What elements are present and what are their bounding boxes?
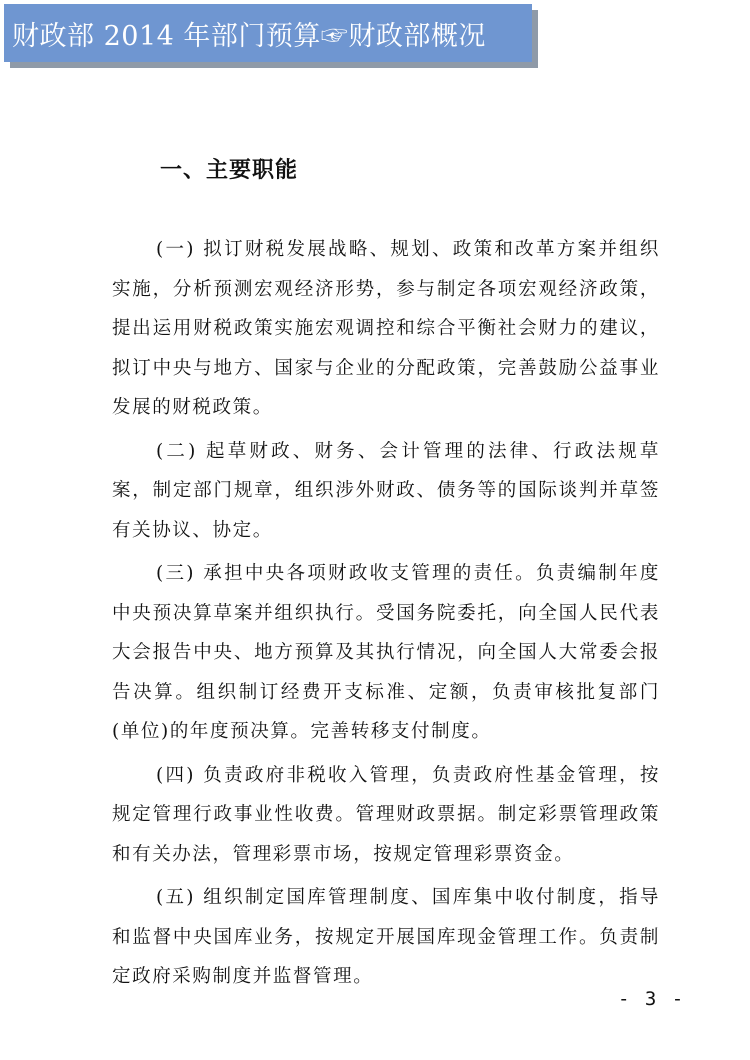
paragraph-3: (三) 承担中央各项财政收支管理的责任。负责编制年度中央预决算草案并组织执行。受国务院委托，向全国人民代表大会报告中央、地方预算及其执行情况，向全国人大常委会报告决算。组织制订经费开支标准、定额，负责审核批复部门(单位)的年度预决算。完善转移支付制度。 [112,563,660,742]
paragraph-5: (五) 组织制定国库管理制度、国库集中收付制度，指导和监督中央国库业务，按规定开展国库现金管理工作。负责制定政府采购制度并监督管理。 [112,887,660,987]
document-body [112,230,660,1001]
document-title: 财政部 2014 年部门预算☞财政部概况 [12,20,486,52]
page-number: - 3 - [618,988,686,1010]
paragraph-4: (四) 负责政府非税收入管理，负责政府性基金管理，按规定管理行政事业性收费。管理财政票据。制定彩票管理政策和有关办法，管理彩票市场，按规定管理彩票资金。 [112,764,660,865]
section-heading: 一、主要职能 [160,158,299,183]
header-banner [4,4,532,62]
paragraph-2: (二) 起草财政、财务、会计管理的法律、行政法规草案，制定部门规章，组织涉外财政、债务等的国际谈判并草签有关协议、协定。 [112,440,660,541]
paragraph-1: (一) 拟订财税发展战略、规划、政策和改革方案并组织实施，分析预测宏观经济形势，参与制定各项宏观经济政策，提出运用财税政策实施宏观调控和综合平衡社会财力的建议，拟订中央与地方、国家与企业的分配政策，完善鼓励公益事业发展的财税政策。 [112,239,660,418]
